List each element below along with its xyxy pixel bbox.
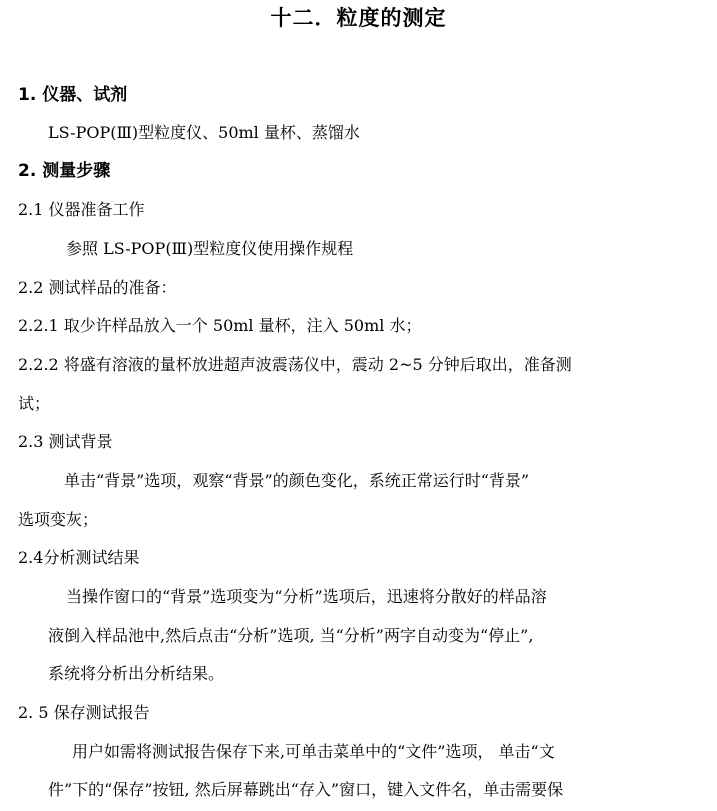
step-2-1-body: 参照 LS-POP(Ⅲ)型粒度仪使用操作规程	[66, 239, 354, 258]
step-2-2-2-line1: 2.2.2 将盛有溶液的量杯放进超声波震荡仪中，震动 2~5 分钟后取出，准备测	[18, 355, 572, 374]
step-2-2-2-line2: 试；	[18, 394, 51, 413]
step-2-5-body-line1: 用户如需将测试报告保存下来,可单击菜单中的“文件”选项， 单击“文	[72, 742, 555, 761]
step-2-5-body-line2: 件”下的“保存”按钮, 然后屏幕跳出“存入”窗口，键入文件名，单击需要保	[48, 780, 564, 799]
step-2-2-heading: 2.2 测试样品的准备：	[18, 278, 177, 297]
step-2-3-body-line2: 选项变灰；	[18, 510, 99, 529]
step-2-3-heading: 2.3 测试背景	[18, 432, 113, 451]
step-2-2-1: 2.2.1 取少许样品放入一个 50ml 量杯，注入 50ml 水；	[18, 316, 422, 335]
step-2-4-body-line2: 液倒入样品池中,然后点击“分析”选项, 当“分析”两字自动变为“停止”,	[48, 626, 534, 645]
step-2-4-body-line3: 系统将分析出分析结果。	[48, 664, 225, 683]
step-2-1-heading: 2.1 仪器准备工作	[18, 200, 145, 219]
step-2-4-body-line1: 当操作窗口的“背景”选项变为“分析”选项后，迅速将分散好的样品溶	[66, 587, 547, 606]
section-heading-instruments: 1. 仪器、试剂	[18, 85, 128, 105]
page-title: 十二．粒度的测定	[270, 6, 447, 30]
section-heading-steps: 2. 测量步骤	[18, 161, 111, 181]
step-2-3-body-line1: 单击“背景”选项，观察“背景”的颜色变化，系统正常运行时“背景”	[64, 471, 530, 490]
step-2-4-heading: 2.4分析测试结果	[18, 548, 140, 567]
instrument-list: LS-POP(Ⅲ)型粒度仪、50ml 量杯、蒸馏水	[48, 123, 360, 142]
step-2-5-heading: 2. 5 保存测试报告	[18, 703, 150, 722]
